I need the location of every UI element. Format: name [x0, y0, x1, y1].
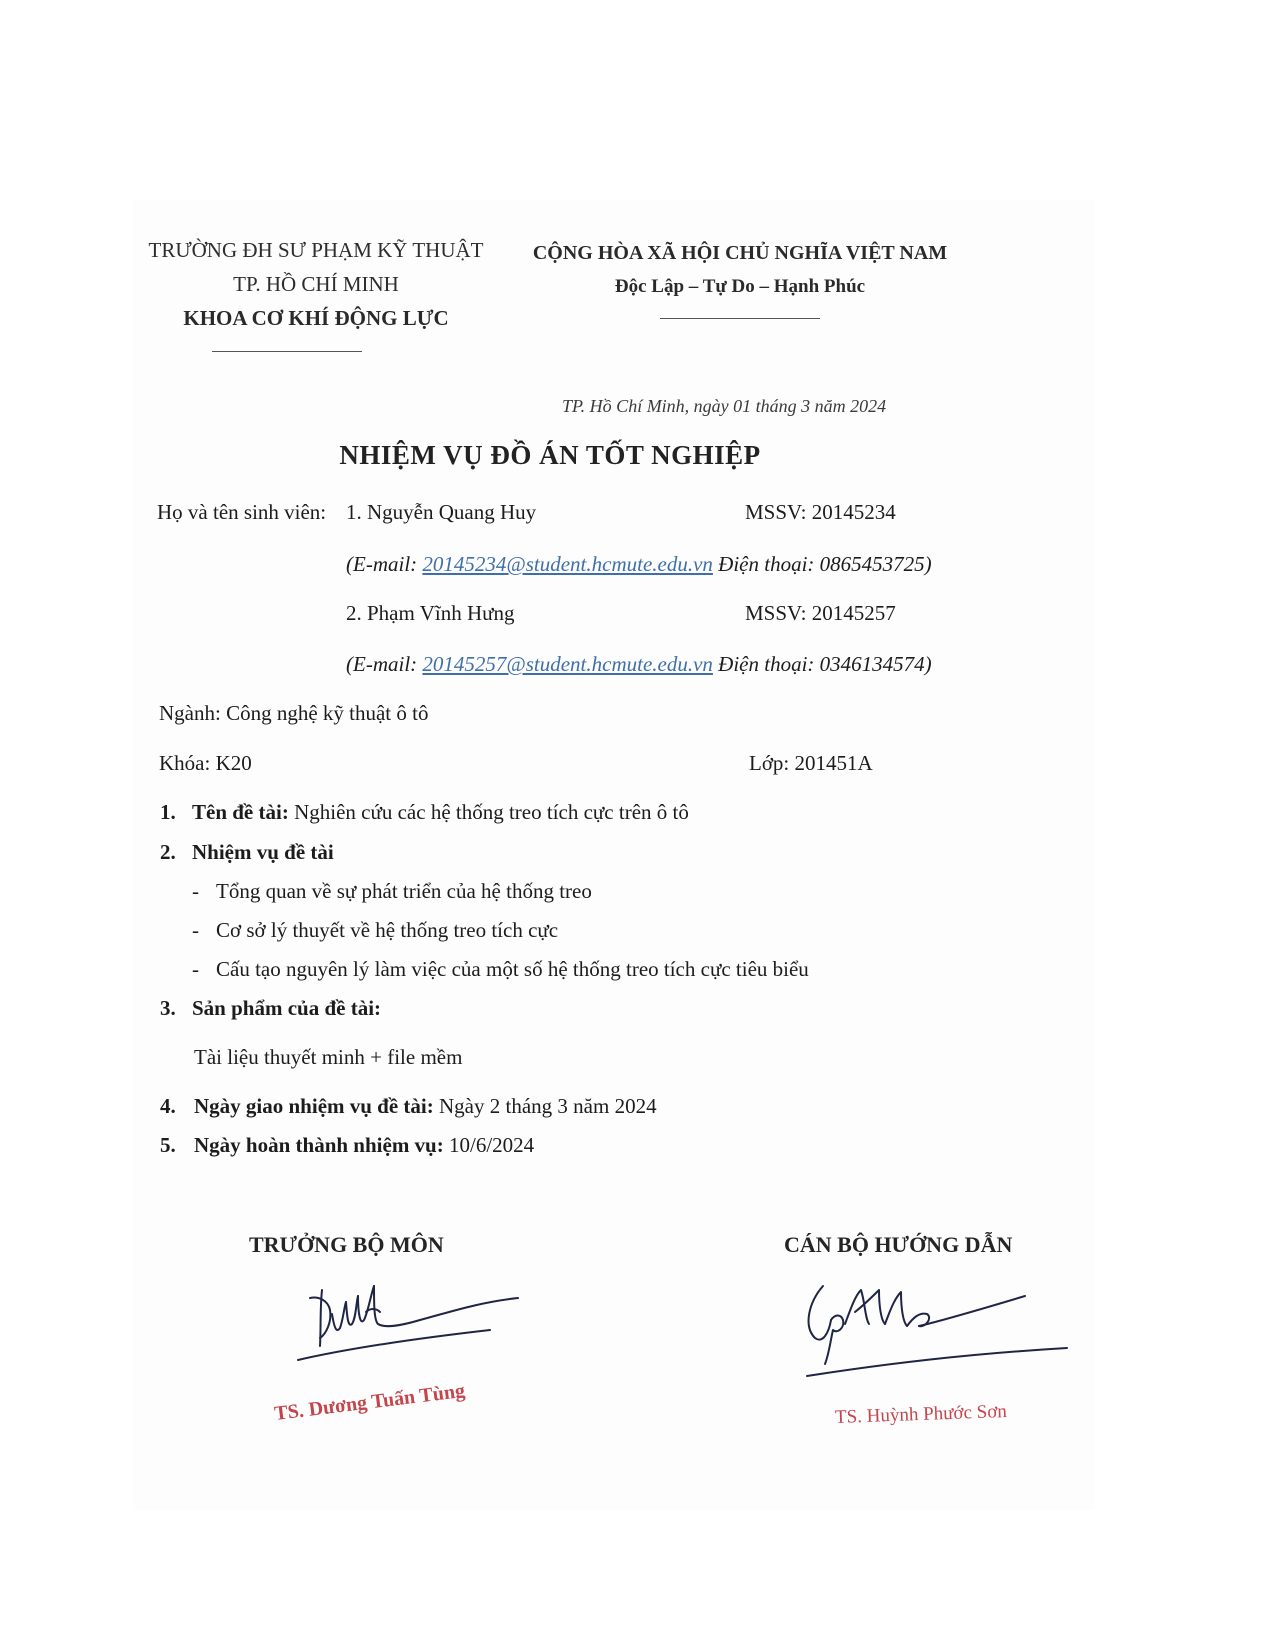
school-name: TRƯỜNG ĐH SƯ PHẠM KỸ THUẬT: [148, 238, 484, 262]
email-prefix: (E-mail:: [346, 652, 423, 676]
item-4: [194, 1094, 657, 1119]
left-signature: [290, 1268, 530, 1383]
left-header-underline: [212, 351, 362, 352]
task-bullet-3: Cấu tạo nguyên lý làm việc của một số hệ thống treo tích cực tiêu biểu: [216, 957, 809, 981]
right-signer-title: CÁN BỘ HƯỚNG DẪN: [784, 1232, 1013, 1257]
item-2-label: Nhiệm vụ đề tài: [192, 840, 334, 864]
school-city: TP. HỒ CHÍ MINH: [233, 272, 399, 296]
student-1-email-link[interactable]: 20145234@student.hcmute.edu.vn: [422, 552, 713, 576]
item-1: [192, 800, 689, 825]
item-3-label: Sản phẩm của đề tài:: [192, 996, 382, 1020]
bullet-mark: -: [192, 879, 199, 903]
task-bullet-1: Tổng quan về sự phát triển của hệ thống treo: [216, 879, 592, 903]
item-2-number: 2.: [160, 840, 176, 864]
page-title: NHIỆM VỤ ĐỒ ÁN TỐT NGHIỆP: [339, 440, 761, 470]
student-2-phone: Điện thoại: 0346134574): [712, 652, 932, 676]
course: Khóa: K20: [159, 751, 252, 775]
left-signer-title: TRƯỞNG BỘ MÔN: [249, 1232, 444, 1257]
item-4-label: Ngày giao nhiệm vụ đề tài:: [194, 1094, 434, 1118]
national-motto: Độc Lập – Tự Do – Hạnh Phúc: [614, 276, 866, 297]
student-label: Họ và tên sinh viên:: [157, 500, 327, 524]
student-2-contact: [346, 652, 932, 677]
left-signer-name: TS. Dương Tuấn Tùng: [273, 1379, 467, 1426]
student-2-mssv: MSSV: 20145257: [745, 601, 896, 625]
class: Lớp: 201451A: [749, 751, 873, 775]
country-name: CỘNG HÒA XÃ HỘI CHỦ NGHĨA VIỆT NAM: [532, 242, 948, 264]
item-4-number: 4.: [160, 1094, 176, 1118]
item-3-value: Tài liệu thuyết minh + file mềm: [194, 1045, 463, 1069]
item-5-number: 5.: [160, 1133, 176, 1157]
item-4-value: Ngày 2 tháng 3 năm 2024: [433, 1094, 657, 1118]
item-5-value: 10/6/2024: [443, 1133, 535, 1157]
student-1-phone: Điện thoại: 0865453725): [712, 552, 932, 576]
student-2-name: 2. Phạm Vĩnh Hưng: [346, 601, 515, 625]
right-signer-name: TS. Huỳnh Phước Sơn: [834, 1401, 1008, 1428]
student-2-email-link[interactable]: 20145257@student.hcmute.edu.vn: [422, 652, 713, 676]
item-1-number: 1.: [160, 800, 176, 824]
item-1-label: Tên đề tài:: [192, 800, 289, 824]
item-5-label: Ngày hoàn thành nhiệm vụ:: [194, 1133, 444, 1157]
email-prefix: (E-mail:: [346, 552, 423, 576]
right-signature: [795, 1268, 1075, 1383]
major: Ngành: Công nghệ kỹ thuật ô tô: [159, 701, 429, 725]
student-1-name: 1. Nguyễn Quang Huy: [346, 500, 537, 524]
right-header-underline: [660, 318, 820, 319]
bullet-mark: -: [192, 918, 199, 942]
item-3-number: 3.: [160, 996, 176, 1020]
bullet-mark: -: [192, 957, 199, 981]
student-1-contact: [346, 552, 932, 577]
faculty-name: KHOA CƠ KHÍ ĐỘNG LỰC: [183, 306, 449, 330]
student-1-mssv: MSSV: 20145234: [745, 500, 896, 524]
item-5: [194, 1133, 534, 1158]
item-1-value: Nghiên cứu các hệ thống treo tích cực trên ô tô: [288, 800, 689, 824]
task-bullet-2: Cơ sở lý thuyết về hệ thống treo tích cực: [216, 918, 559, 942]
date-line: TP. Hồ Chí Minh, ngày 01 tháng 3 năm 2024: [562, 396, 887, 416]
